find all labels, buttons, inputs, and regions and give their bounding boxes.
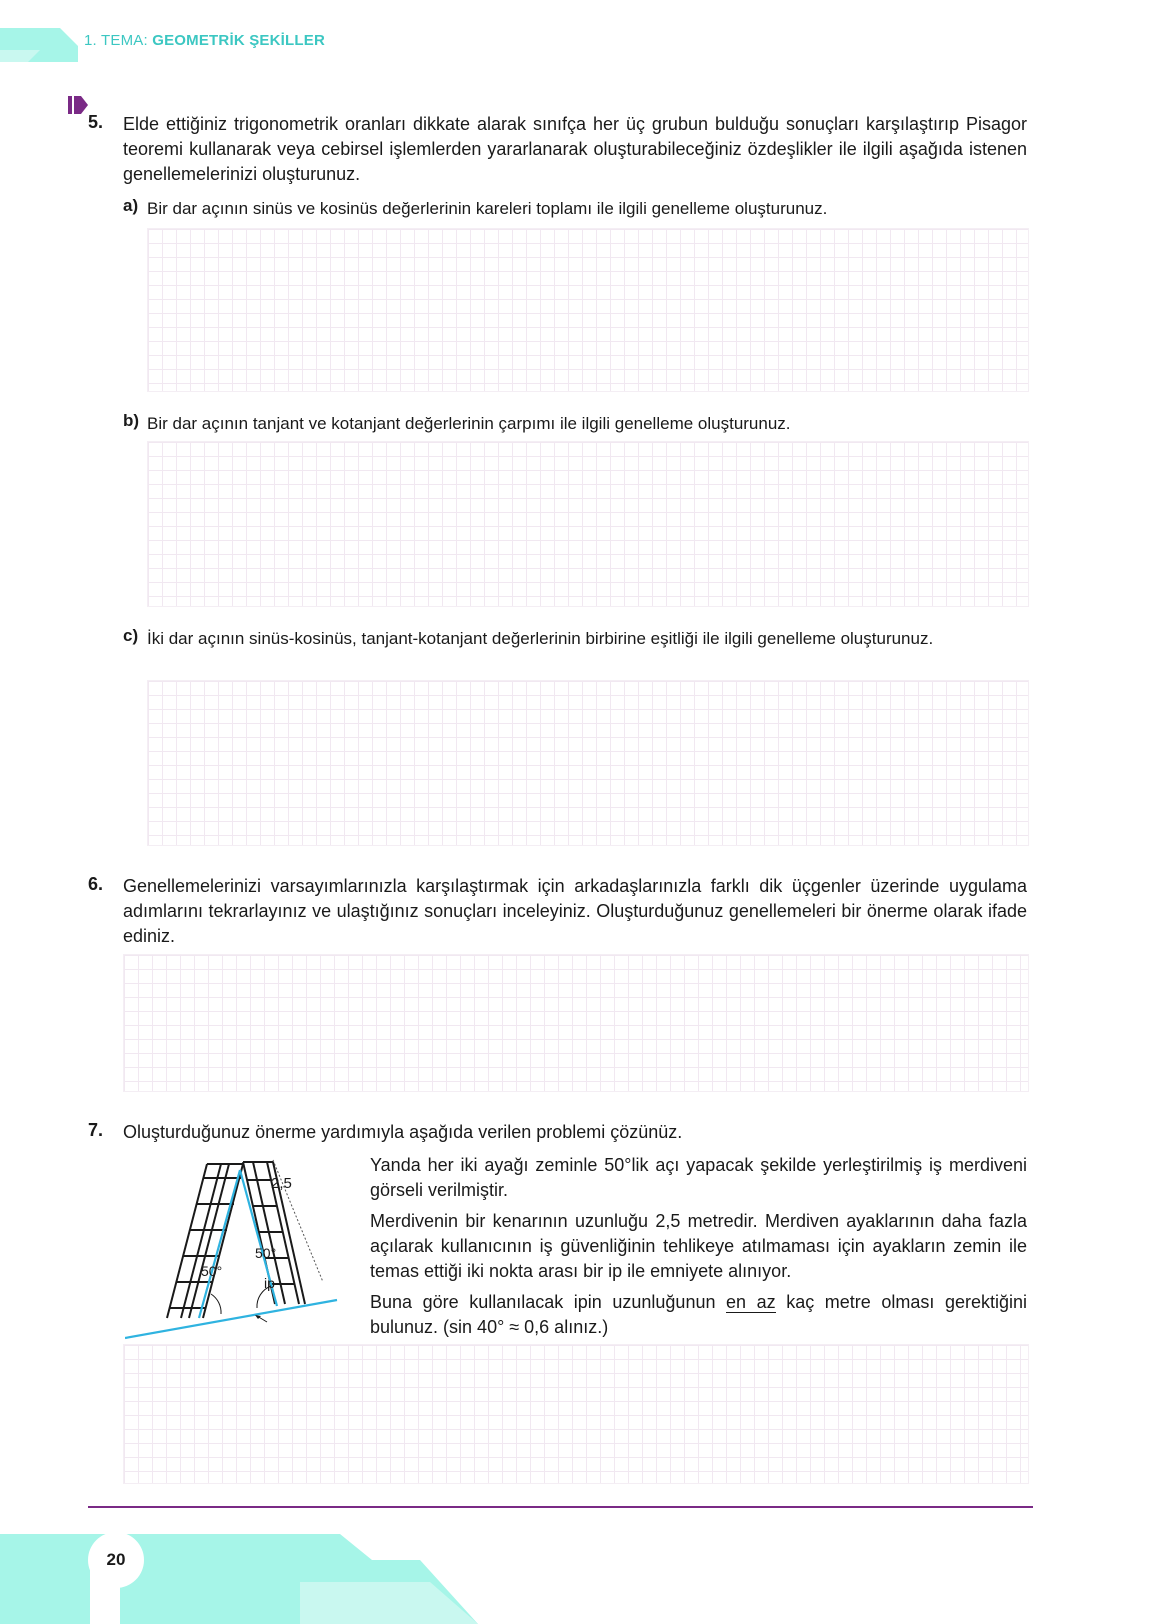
header-band (0, 28, 78, 62)
question-7-number: 7. (88, 1120, 104, 1140)
angle-arc-left (211, 1294, 221, 1314)
angle-left-label: 50° (201, 1263, 223, 1279)
footer-divider (88, 1506, 1033, 1508)
rope-label: ip (264, 1275, 275, 1291)
theme-number: 1. TEMA: (84, 32, 148, 49)
question-5c-text: İki dar açının sinüs-kosinüs, tanjant-kotanjant değerlerinin birbirine eşitliği ile ilgili genelleme oluşturunuz. (147, 629, 934, 648)
question-7-paragraph-1: Yanda her iki ayağı zeminle 50°lik açı yapacak şekilde yerleştirilmiş iş merdiveni görseli verilmiştir. (370, 1155, 1027, 1200)
answer-grid-5b[interactable] (147, 441, 1029, 607)
question-6-text: Genellemelerinizi varsayımlarınızla karşılaştırmak için arkadaşlarınızla farklı dik üçgenler üzerinde uygulama adımlarını tekrarlayınız ve ulaştığınız sonuçları inceleyiniz. Oluşturduğunuz genellemeleri bir önerme olarak ifade ediniz. (123, 876, 1027, 946)
angle-right-label: 50° (255, 1245, 277, 1261)
question-7-paragraph-3 (370, 1290, 1027, 1340)
question-5b-text: Bir dar açının tanjant ve kotanjant değerlerinin çarpımı ile ilgili genelleme oluşturunuz. (147, 414, 791, 433)
theme-header (84, 32, 325, 49)
question-7-paragraph-2: Merdivenin bir kenarının uzunluğu 2,5 metredir. Merdiven ayaklarının daha fazla açılarak kullanıcının iş güvenliğinin tehlikeye atılmaması için ayakların zemin ile temas ettiği iki nokta arası bir ip ile emniyete alınıyor. (370, 1211, 1027, 1281)
question-7-emphasis: en az (726, 1292, 776, 1312)
question-5-text: Elde ettiğiniz trigonometrik oranları dikkate alarak sınıfça her üç grubun bulduğu sonuçları karşılaştırıp Pisagor teoremi kullanarak veya cebirsel işlemlerden yararlanarak oluşturabileceğiniz özdeşlikler ile ilgili aşağıda istenen genellemelerinizi oluşturunuz. (123, 114, 1027, 184)
footer-band (0, 1510, 480, 1624)
question-7-text: Oluşturduğunuz önerme yardımıyla aşağıda verilen problemi çözünüz. (123, 1122, 683, 1142)
answer-grid-5a[interactable] (147, 228, 1029, 392)
question-5c-label: c) (123, 626, 139, 645)
question-7-p3-before: Buna göre kullanılacak ipin uzunluğunun (370, 1292, 727, 1312)
question-5-number: 5. (88, 112, 104, 132)
question-7-p3-after: kaç metre olması gerektiğini bulunuz. (sin 40° ≈ 0,6 alınız.) (370, 1292, 1027, 1337)
section-arrow-icon (68, 95, 88, 115)
theme-title: GEOMETRİK ŞEKİLLER (152, 32, 325, 49)
answer-grid-7[interactable] (123, 1344, 1029, 1484)
ladder-figure (125, 1158, 355, 1340)
rope-triangle (125, 1170, 337, 1338)
answer-grid-6[interactable] (123, 954, 1029, 1092)
question-5b-label: b) (123, 411, 140, 430)
question-5a-text: Bir dar açının sinüs ve kosinüs değerlerinin kareleri toplamı ile ilgili genelleme oluşturunuz. (147, 199, 828, 218)
question-6-number: 6. (88, 874, 104, 894)
answer-grid-5c[interactable] (147, 680, 1029, 846)
question-5a-label: a) (123, 196, 139, 215)
page-number: 20 (88, 1532, 144, 1588)
ladder-side-label: 2,5 (271, 1175, 292, 1192)
